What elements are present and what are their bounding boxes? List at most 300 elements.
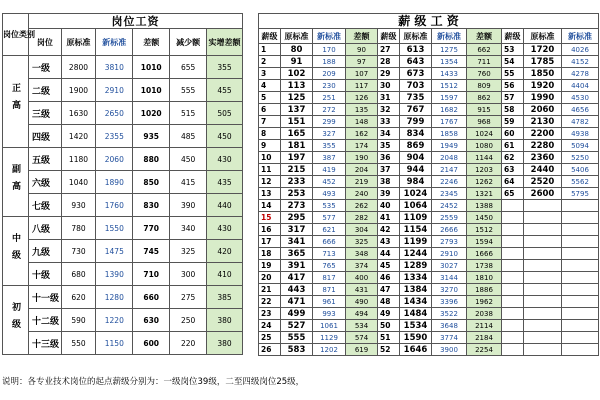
cell: 2184 xyxy=(467,332,502,344)
cell: 125 xyxy=(281,92,313,104)
cell: 3810 xyxy=(96,56,133,79)
cell: 325 xyxy=(170,240,207,263)
cell: 162 xyxy=(346,128,378,140)
cell: 915 xyxy=(467,104,502,116)
cell: 1450 xyxy=(467,212,502,224)
cell: 63 xyxy=(502,164,524,176)
salary-grade-table xyxy=(258,13,599,356)
cell: 137 xyxy=(281,104,313,116)
cell: 574 xyxy=(346,332,378,344)
cell: 240 xyxy=(346,188,378,200)
cell: 1154 xyxy=(400,224,432,236)
empty-cell xyxy=(524,308,562,320)
cell: 850 xyxy=(133,171,170,194)
cell: 299 xyxy=(313,116,346,128)
cell: 44 xyxy=(378,248,400,260)
cell: 1475 xyxy=(96,240,133,263)
table-row xyxy=(259,68,599,80)
header-1: 岗位 xyxy=(29,29,62,56)
cell: 485 xyxy=(170,125,207,148)
cell: 九级 xyxy=(29,240,62,263)
cell: 1512 xyxy=(432,80,467,92)
cell: 1064 xyxy=(400,200,432,212)
empty-cell xyxy=(502,308,524,320)
cell: 1767 xyxy=(432,116,467,128)
cell: 十一级 xyxy=(29,286,62,309)
cell: 340 xyxy=(170,217,207,240)
cell: 341 xyxy=(281,236,313,248)
cell: 5795 xyxy=(562,188,599,200)
cell: 五级 xyxy=(29,148,62,171)
cell: 2600 xyxy=(524,188,562,200)
table-row xyxy=(259,164,599,176)
cell: 18 xyxy=(259,248,281,260)
table-row xyxy=(259,56,599,68)
cell: 295 xyxy=(281,212,313,224)
cell: 730 xyxy=(61,240,96,263)
cell: 十三级 xyxy=(29,332,62,355)
cell: 1594 xyxy=(467,236,502,248)
empty-cell xyxy=(524,272,562,284)
cell: 385 xyxy=(207,286,243,309)
cell: 42 xyxy=(378,224,400,236)
cell: 5250 xyxy=(562,152,599,164)
cell: 8 xyxy=(259,128,281,140)
cell: 355 xyxy=(207,56,243,79)
table-row xyxy=(259,296,599,308)
empty-cell xyxy=(562,236,599,248)
empty-cell xyxy=(562,320,599,332)
cell: 325 xyxy=(346,236,378,248)
cell: 10 xyxy=(259,152,281,164)
category-label xyxy=(3,148,29,217)
cell: 1129 xyxy=(313,332,346,344)
cell: 1199 xyxy=(400,236,432,248)
table-row xyxy=(3,79,243,102)
cell: 327 xyxy=(313,128,346,140)
empty-cell xyxy=(562,332,599,344)
cell: 5094 xyxy=(562,140,599,152)
cell: 317 xyxy=(281,224,313,236)
cell: 2910 xyxy=(96,79,133,102)
header-3: 差额 xyxy=(346,29,378,44)
empty-cell xyxy=(562,308,599,320)
cell: 36 xyxy=(378,152,400,164)
cell: 1 xyxy=(259,44,281,56)
cell: 415 xyxy=(170,171,207,194)
table-row xyxy=(259,248,599,260)
cell: 1682 xyxy=(432,104,467,116)
cell: 47 xyxy=(378,284,400,296)
empty-cell xyxy=(502,200,524,212)
cell: 46 xyxy=(378,272,400,284)
empty-cell xyxy=(524,296,562,308)
cell: 4278 xyxy=(562,68,599,80)
cell: 26 xyxy=(259,344,281,356)
empty-cell xyxy=(524,236,562,248)
cell: 151 xyxy=(281,116,313,128)
cell: 7 xyxy=(259,116,281,128)
cell: 3270 xyxy=(432,284,467,296)
cell: 1920 xyxy=(524,80,562,92)
table-row xyxy=(259,200,599,212)
cell: 2520 xyxy=(524,176,562,188)
table-row xyxy=(259,44,599,56)
cell: 745 xyxy=(133,240,170,263)
cell: 387 xyxy=(313,152,346,164)
cell: 527 xyxy=(281,320,313,332)
cell: 944 xyxy=(400,164,432,176)
cell: 1020 xyxy=(133,102,170,125)
table-row xyxy=(3,125,243,148)
table-row xyxy=(3,56,243,79)
cell: 630 xyxy=(133,309,170,332)
cell: 1512 xyxy=(467,224,502,236)
cell: 11 xyxy=(259,164,281,176)
cell: 3027 xyxy=(432,260,467,272)
category-text: 初级 xyxy=(10,301,21,336)
cell: 37 xyxy=(378,164,400,176)
empty-cell xyxy=(524,200,562,212)
cell: 862 xyxy=(467,92,502,104)
cell: 262 xyxy=(346,200,378,212)
empty-cell xyxy=(524,344,562,356)
cell: 490 xyxy=(346,296,378,308)
category-label xyxy=(3,286,29,355)
cell: 2910 xyxy=(432,248,467,260)
header-4: 薪级 xyxy=(378,29,400,44)
cell: 39 xyxy=(378,188,400,200)
empty-cell xyxy=(502,320,524,332)
cell: 1040 xyxy=(61,171,96,194)
cell: 583 xyxy=(281,344,313,356)
cell: 304 xyxy=(346,224,378,236)
cell: 65 xyxy=(502,188,524,200)
cell: 535 xyxy=(313,200,346,212)
cell: 1858 xyxy=(432,128,467,140)
cell: 600 xyxy=(133,332,170,355)
cell: 20 xyxy=(259,272,281,284)
cell: 1262 xyxy=(467,176,502,188)
cell: 4530 xyxy=(562,92,599,104)
cell: 440 xyxy=(207,194,243,217)
cell: 1550 xyxy=(96,217,133,240)
cell: 2147 xyxy=(432,164,467,176)
cell: 2038 xyxy=(467,308,502,320)
cell: 365 xyxy=(281,248,313,260)
cell: 4 xyxy=(259,80,281,92)
cell: 3396 xyxy=(432,296,467,308)
cell: 390 xyxy=(170,194,207,217)
table-row xyxy=(3,102,243,125)
cell: 666 xyxy=(313,236,346,248)
cell: 703 xyxy=(400,80,432,92)
cell: 621 xyxy=(313,224,346,236)
table-row xyxy=(3,148,243,171)
cell: 1024 xyxy=(467,128,502,140)
cell: 1666 xyxy=(467,248,502,260)
cell: 904 xyxy=(400,152,432,164)
cell: 1810 xyxy=(467,272,502,284)
header-6: 实增差额 xyxy=(207,29,243,56)
table-row xyxy=(259,332,599,344)
cell: 181 xyxy=(281,140,313,152)
cell: 1390 xyxy=(96,263,133,286)
cell: 2060 xyxy=(96,148,133,171)
category-label xyxy=(3,217,29,286)
cell: 660 xyxy=(133,286,170,309)
cell: 643 xyxy=(400,56,432,68)
cell: 219 xyxy=(346,176,378,188)
cell: 275 xyxy=(170,286,207,309)
cell: 435 xyxy=(207,171,243,194)
cell: 961 xyxy=(313,296,346,308)
cell: 204 xyxy=(346,164,378,176)
cell: 148 xyxy=(346,116,378,128)
cell: 3774 xyxy=(432,332,467,344)
cell: 1720 xyxy=(524,44,562,56)
header-4: 差额 xyxy=(133,29,170,56)
cell: 493 xyxy=(313,188,346,200)
cell: 1109 xyxy=(400,212,432,224)
empty-cell xyxy=(562,200,599,212)
cell: 16 xyxy=(259,224,281,236)
cell: 1275 xyxy=(432,44,467,56)
table-row xyxy=(3,263,243,286)
empty-cell xyxy=(502,272,524,284)
cell: 673 xyxy=(400,68,432,80)
empty-cell xyxy=(524,284,562,296)
cell: 215 xyxy=(281,164,313,176)
cell: 834 xyxy=(400,128,432,140)
cell: 53 xyxy=(502,44,524,56)
cell: 935 xyxy=(133,125,170,148)
cell: 29 xyxy=(378,68,400,80)
cell: 90 xyxy=(346,44,378,56)
cell: 1024 xyxy=(400,188,432,200)
header-10: 新标准 xyxy=(562,29,599,44)
cell: 24 xyxy=(259,320,281,332)
cell: 113 xyxy=(281,80,313,92)
cell: 830 xyxy=(133,194,170,217)
cell: 471 xyxy=(281,296,313,308)
cell: 三级 xyxy=(29,102,62,125)
cell: 765 xyxy=(313,260,346,272)
cell: 984 xyxy=(400,176,432,188)
cell: 41 xyxy=(378,212,400,224)
cell: 48 xyxy=(378,296,400,308)
cell: 760 xyxy=(467,68,502,80)
cell: 1484 xyxy=(400,308,432,320)
header-5: 减少额 xyxy=(170,29,207,56)
empty-cell xyxy=(524,332,562,344)
cell: 1150 xyxy=(96,332,133,355)
cell: 1384 xyxy=(400,284,432,296)
cell: 233 xyxy=(281,176,313,188)
cell: 43 xyxy=(378,236,400,248)
cell: 374 xyxy=(346,260,378,272)
cell: 443 xyxy=(281,284,313,296)
cell: 871 xyxy=(313,284,346,296)
cell: 117 xyxy=(346,80,378,92)
table-row xyxy=(259,224,599,236)
cell: 1949 xyxy=(432,140,467,152)
cell: 380 xyxy=(207,309,243,332)
table-row xyxy=(259,188,599,200)
cell: 14 xyxy=(259,200,281,212)
cell: 2666 xyxy=(432,224,467,236)
cell: 35 xyxy=(378,140,400,152)
table-row xyxy=(259,116,599,128)
cell: 993 xyxy=(313,308,346,320)
cell: 51 xyxy=(378,332,400,344)
cell: 2793 xyxy=(432,236,467,248)
cell: 282 xyxy=(346,212,378,224)
cell: 135 xyxy=(346,104,378,116)
cell: 220 xyxy=(170,332,207,355)
cell: 38 xyxy=(378,176,400,188)
cell: 3522 xyxy=(432,308,467,320)
cell: 1890 xyxy=(96,171,133,194)
cell: 15 xyxy=(259,212,281,224)
cell: 1760 xyxy=(96,194,133,217)
cell: 102 xyxy=(281,68,313,80)
cell: 188 xyxy=(313,56,346,68)
footnote: 说明：各专业技术岗位的起点薪级分别为：一级岗位39级，二至四级岗位25级， xyxy=(2,377,305,387)
cell: 1144 xyxy=(467,152,502,164)
empty-cell xyxy=(502,212,524,224)
table-row xyxy=(259,92,599,104)
cell: 97 xyxy=(346,56,378,68)
category-text: 正高 xyxy=(10,83,21,117)
cell: 1321 xyxy=(467,188,502,200)
cell: 32 xyxy=(378,104,400,116)
empty-cell xyxy=(524,248,562,260)
cell: 49 xyxy=(378,308,400,320)
cell: 56 xyxy=(502,80,524,92)
empty-cell xyxy=(562,248,599,260)
cell: 1886 xyxy=(467,284,502,296)
cell: 400 xyxy=(346,272,378,284)
cell: 2060 xyxy=(524,104,562,116)
empty-cell xyxy=(524,212,562,224)
cell: 33 xyxy=(378,116,400,128)
cell: 273 xyxy=(281,200,313,212)
header-5: 原标准 xyxy=(400,29,432,44)
header-8: 薪级 xyxy=(502,29,524,44)
cell: 450 xyxy=(207,125,243,148)
cell: 十二级 xyxy=(29,309,62,332)
cell: 2280 xyxy=(524,140,562,152)
table-row xyxy=(259,260,599,272)
cell: 2114 xyxy=(467,320,502,332)
cell: 968 xyxy=(467,116,502,128)
cell: 2200 xyxy=(524,128,562,140)
empty-cell xyxy=(502,248,524,260)
header-6: 新标准 xyxy=(432,29,467,44)
cell: 1010 xyxy=(133,79,170,102)
table-row xyxy=(259,140,599,152)
cell: 817 xyxy=(313,272,346,284)
cell: 1534 xyxy=(400,320,432,332)
cell: 197 xyxy=(281,152,313,164)
cell: 60 xyxy=(502,128,524,140)
cell: 930 xyxy=(61,194,96,217)
cell: 174 xyxy=(346,140,378,152)
cell: 45 xyxy=(378,260,400,272)
cell: 2440 xyxy=(524,164,562,176)
cell: 3144 xyxy=(432,272,467,284)
cell: 4782 xyxy=(562,116,599,128)
cell: 1738 xyxy=(467,260,502,272)
cell: 4656 xyxy=(562,104,599,116)
cell: 869 xyxy=(400,140,432,152)
cell: 2254 xyxy=(467,344,502,356)
empty-cell xyxy=(502,344,524,356)
cell: 348 xyxy=(346,248,378,260)
cell: 780 xyxy=(61,217,96,240)
cell: 455 xyxy=(207,79,243,102)
table-row xyxy=(3,217,243,240)
header-0: 薪级 xyxy=(259,29,281,44)
cell: 555 xyxy=(170,79,207,102)
post-wage-title: 岗位工资 xyxy=(29,14,243,29)
cell: 430 xyxy=(207,148,243,171)
cell: 711 xyxy=(467,56,502,68)
cell: 450 xyxy=(170,148,207,171)
cell: 50 xyxy=(378,320,400,332)
table-row xyxy=(259,152,599,164)
cell: 2345 xyxy=(432,188,467,200)
cell: 5406 xyxy=(562,164,599,176)
cell: 1080 xyxy=(467,140,502,152)
table-row xyxy=(259,176,599,188)
cell: 251 xyxy=(313,92,346,104)
cell: 1010 xyxy=(133,56,170,79)
cell: 1420 xyxy=(61,125,96,148)
cell: 4152 xyxy=(562,56,599,68)
cell: 230 xyxy=(313,80,346,92)
table-row xyxy=(259,308,599,320)
cell: 799 xyxy=(400,116,432,128)
cell: 1220 xyxy=(96,309,133,332)
cell: 12 xyxy=(259,176,281,188)
cell: 209 xyxy=(313,68,346,80)
cell: 655 xyxy=(170,56,207,79)
cell: 六级 xyxy=(29,171,62,194)
cell: 170 xyxy=(313,44,346,56)
cell: 880 xyxy=(133,148,170,171)
cell: 1433 xyxy=(432,68,467,80)
cell: 419 xyxy=(313,164,346,176)
cell: 2360 xyxy=(524,152,562,164)
empty-cell xyxy=(562,344,599,356)
cell: 22 xyxy=(259,296,281,308)
category-label xyxy=(3,56,29,148)
table-row xyxy=(259,320,599,332)
cell: 1334 xyxy=(400,272,432,284)
cell: 1597 xyxy=(432,92,467,104)
cell: 2559 xyxy=(432,212,467,224)
cell: 272 xyxy=(313,104,346,116)
cell: 555 xyxy=(281,332,313,344)
cell: 91 xyxy=(281,56,313,68)
cell: 550 xyxy=(61,332,96,355)
header-9: 原标准 xyxy=(524,29,562,44)
table-row xyxy=(3,240,243,263)
cell: 19 xyxy=(259,260,281,272)
cell: 5562 xyxy=(562,176,599,188)
